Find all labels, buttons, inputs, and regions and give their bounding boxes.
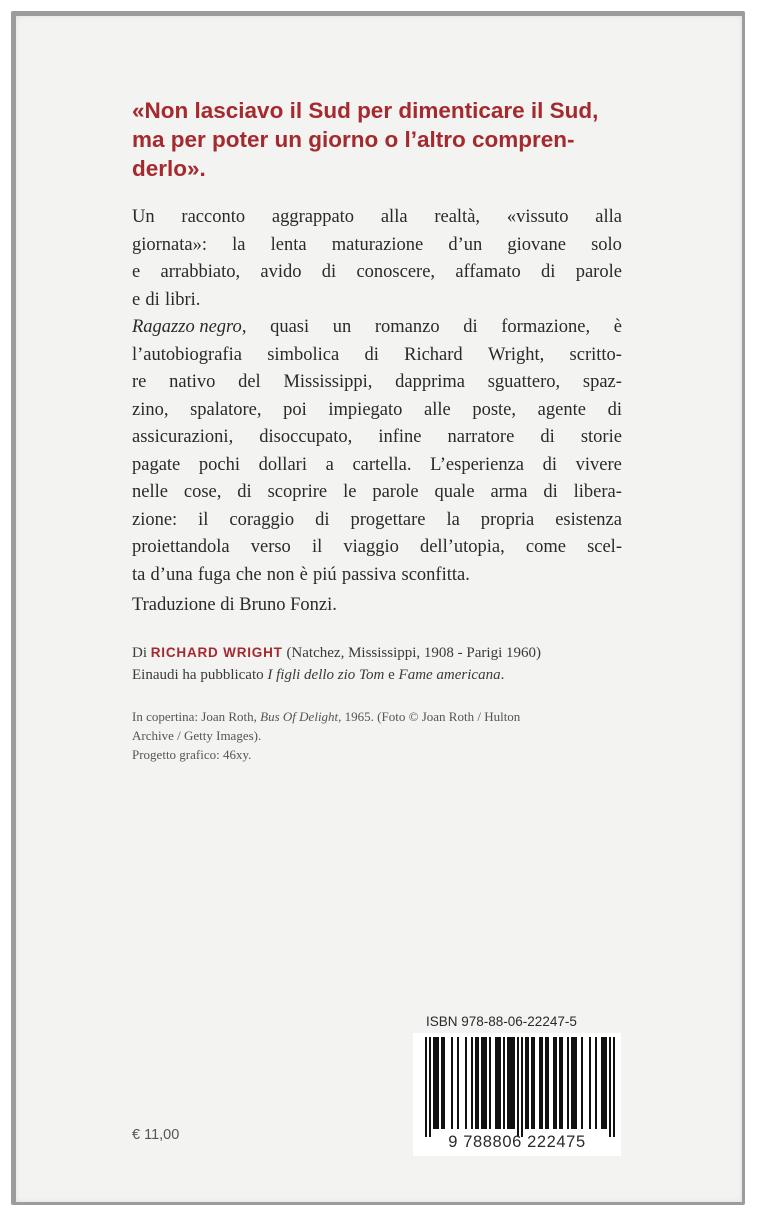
word: poi xyxy=(283,399,307,420)
barcode-bar xyxy=(477,1037,479,1129)
blurb-line xyxy=(132,369,622,397)
barcode-bar xyxy=(573,1037,575,1129)
period-text: . xyxy=(500,666,505,683)
publisher-text: Einaudi ha pubblicato xyxy=(132,666,264,683)
credits-line xyxy=(132,707,520,726)
barcode-bar xyxy=(539,1037,541,1129)
barcode-bar xyxy=(525,1037,527,1129)
barcode-bar xyxy=(435,1037,437,1129)
barcode-bar xyxy=(517,1037,519,1137)
word: l’autobiografia xyxy=(132,344,242,365)
word: di xyxy=(543,482,558,502)
word: spalatore, xyxy=(190,399,262,420)
barcode-bar xyxy=(553,1037,555,1129)
word: arma xyxy=(490,482,528,502)
word: zino, xyxy=(132,399,169,420)
barcode-bar xyxy=(601,1037,603,1129)
word: re xyxy=(132,372,147,392)
word: proiettandola xyxy=(132,537,230,557)
word: è xyxy=(613,317,622,337)
word: lenta xyxy=(270,234,307,255)
word: propria xyxy=(480,509,535,530)
word: come xyxy=(525,537,566,557)
barcode-bar xyxy=(609,1037,611,1137)
word: impiegato xyxy=(328,399,403,420)
word: storie xyxy=(580,427,622,447)
author-prefix: Di xyxy=(132,645,147,661)
word: libri. xyxy=(164,289,201,310)
blurb-line xyxy=(132,534,622,562)
word: giornata»: xyxy=(132,234,208,255)
barcode-bar xyxy=(575,1037,577,1129)
connector-text: e xyxy=(388,666,395,683)
word: viaggio xyxy=(343,537,399,557)
blurb-line xyxy=(132,562,622,590)
price: € 11,00 xyxy=(132,1127,180,1143)
barcode-bar xyxy=(503,1037,505,1129)
barcode-bar xyxy=(495,1037,497,1129)
word: coraggio xyxy=(229,509,295,530)
barcode-bar xyxy=(429,1037,431,1137)
blurb-line xyxy=(132,507,622,535)
word: «vissuto xyxy=(506,207,569,227)
word: scoprire xyxy=(267,482,328,502)
word: che xyxy=(235,564,262,585)
word: scritto- xyxy=(569,344,622,365)
word: le xyxy=(343,482,357,502)
barcode-bar xyxy=(451,1037,453,1129)
cover-credits xyxy=(132,707,520,764)
blurb-line xyxy=(132,342,622,370)
translator-credit: Traduzione di Bruno Fonzi. xyxy=(132,595,337,615)
barcode-bar xyxy=(545,1037,547,1129)
word: parole xyxy=(372,482,419,502)
barcode-bar xyxy=(499,1037,501,1129)
word: il xyxy=(311,537,323,557)
barcode-bar xyxy=(613,1037,615,1137)
credits-text: In copertina: Joan Roth, xyxy=(132,709,257,724)
word: parole xyxy=(575,262,622,282)
barcode-bar xyxy=(497,1037,499,1129)
word: conoscere, xyxy=(356,262,436,282)
barcode-bar xyxy=(541,1037,543,1129)
barcode-bar xyxy=(527,1037,529,1129)
word: realtà, xyxy=(434,207,481,227)
barcode-bar xyxy=(555,1037,557,1129)
barcode-bar xyxy=(475,1037,477,1129)
word: a xyxy=(325,454,334,475)
word: alla xyxy=(595,207,622,227)
credits-line: Archive / Getty Images). xyxy=(132,728,262,743)
word: il xyxy=(198,509,209,530)
word: d’una xyxy=(150,564,193,585)
word: del xyxy=(238,372,261,392)
word: di xyxy=(145,289,160,310)
word: assicurazioni, xyxy=(132,427,234,447)
barcode-bar xyxy=(457,1037,459,1129)
word: di xyxy=(540,427,555,447)
word: dollari xyxy=(258,454,307,475)
blurb-line xyxy=(132,232,622,260)
word: libera- xyxy=(573,482,622,502)
barcode-bar xyxy=(547,1037,549,1129)
book-title: Fame americana xyxy=(398,666,501,683)
word: Richard xyxy=(404,344,463,365)
word: arrabbiato, xyxy=(160,262,241,282)
word: di xyxy=(237,482,252,502)
blurb-line xyxy=(132,397,622,425)
book-title: Ragazzo negro xyxy=(132,317,242,337)
blurb-line xyxy=(132,314,622,342)
isbn-label: ISBN 978-88-06-22247-5 xyxy=(426,1014,577,1029)
barcode-bar xyxy=(513,1037,515,1129)
word: un xyxy=(332,317,352,337)
word: cartella. xyxy=(352,454,412,475)
word: dell’utopia, xyxy=(419,537,505,557)
word: racconto xyxy=(181,207,246,227)
blurb-line xyxy=(132,204,622,232)
barcode-bar xyxy=(485,1037,487,1129)
barcode-bar xyxy=(603,1037,605,1129)
word: formazione, xyxy=(501,317,591,337)
word: aggrappato xyxy=(271,207,355,227)
back-cover xyxy=(16,16,742,1202)
pull-quote xyxy=(132,96,672,183)
barcode-bar xyxy=(509,1037,511,1129)
word: non xyxy=(266,564,295,585)
word: agente xyxy=(537,399,586,420)
barcode-bar xyxy=(561,1037,563,1129)
barcode-bar xyxy=(521,1037,523,1137)
quote-line: derlo». xyxy=(132,156,206,181)
word: poste, xyxy=(472,399,517,420)
barcode-bar xyxy=(589,1037,591,1129)
barcode-bar xyxy=(507,1037,509,1129)
barcode-bar xyxy=(533,1037,535,1129)
barcode-bar xyxy=(483,1037,485,1129)
word: affamato xyxy=(455,262,521,282)
book-title: I figli dello zio Tom xyxy=(267,666,385,683)
word: ta xyxy=(132,564,146,585)
word: nelle xyxy=(132,482,168,502)
word: vivere xyxy=(575,454,622,475)
word: scel- xyxy=(587,537,622,557)
barcode-bar xyxy=(559,1037,561,1129)
barcode-bar xyxy=(465,1037,467,1129)
author-note xyxy=(132,642,541,686)
word: dapprima xyxy=(395,372,465,392)
word: di xyxy=(541,262,556,282)
barcode-bar xyxy=(581,1037,583,1129)
barcode-bar xyxy=(571,1037,573,1129)
word: zione: xyxy=(132,509,178,530)
barcode-bar xyxy=(567,1037,569,1129)
word: cose, xyxy=(183,482,222,502)
word: Mississippi, xyxy=(283,372,373,392)
word: avido xyxy=(260,262,302,282)
word: alle xyxy=(424,399,451,420)
word: la xyxy=(232,234,246,255)
word: maturazione xyxy=(331,234,424,255)
word: e xyxy=(132,289,141,310)
word: sconfitta. xyxy=(401,564,470,585)
word: di xyxy=(321,262,337,282)
barcode-bar xyxy=(471,1037,473,1129)
blurb-text xyxy=(132,204,622,589)
word: di xyxy=(463,317,478,337)
author-name: RICHARD WRIGHT xyxy=(150,645,283,660)
word: pochi xyxy=(198,454,241,475)
word: infine xyxy=(378,427,422,447)
barcode-bar xyxy=(511,1037,513,1129)
barcode-digits: 9 788806 222475 xyxy=(448,1133,586,1151)
word: solo xyxy=(591,234,622,255)
barcode-bar xyxy=(595,1037,597,1129)
barcode-bar xyxy=(531,1037,533,1129)
word: esistenza xyxy=(555,509,622,530)
word: di xyxy=(315,509,330,530)
barcode-bar xyxy=(443,1037,445,1129)
barcode-bar xyxy=(481,1037,483,1129)
word: fuga xyxy=(197,564,231,585)
word: è xyxy=(299,564,308,585)
barcode-bar xyxy=(441,1037,443,1129)
blurb-line xyxy=(132,287,622,315)
word: spaz- xyxy=(582,372,622,392)
word: Ragazzo negro, xyxy=(132,317,247,337)
word: alla xyxy=(380,207,408,227)
word: sguattero, xyxy=(487,372,561,392)
author-note-line xyxy=(132,665,541,687)
word: quasi xyxy=(270,317,310,337)
word: di xyxy=(607,399,622,420)
credits-text: , 1965. (Foto © Joan Roth / Hulton xyxy=(338,709,521,724)
barcode xyxy=(413,1033,621,1156)
word: la xyxy=(446,509,460,530)
word: giovane xyxy=(507,234,566,255)
word: Un xyxy=(132,207,155,227)
word: disoccupato, xyxy=(259,427,353,447)
word: e xyxy=(132,262,141,282)
barcode-bar xyxy=(425,1037,427,1137)
barcode-bar xyxy=(605,1037,607,1129)
blurb-line xyxy=(132,452,622,480)
author-details: (Natchez, Mississippi, 1908 - Parigi 1960) xyxy=(286,645,541,661)
word: d’un xyxy=(448,234,483,255)
word: narratore xyxy=(447,427,515,447)
quote-line: ma per poter un giorno o l’altro compren- xyxy=(132,127,575,152)
artwork-title: Bus Of Delight xyxy=(260,709,339,724)
word: di xyxy=(364,344,379,365)
word: nativo xyxy=(169,372,216,392)
word: progettare xyxy=(350,509,426,530)
word: quale xyxy=(434,482,475,502)
design-credit: Progetto grafico: 46xy. xyxy=(132,747,252,762)
word: passiva xyxy=(341,564,397,585)
word: simbolica xyxy=(267,344,340,365)
word: romanzo xyxy=(374,317,440,337)
barcode-bar xyxy=(433,1037,435,1129)
word: L’esperienza xyxy=(430,454,524,475)
word: Wright, xyxy=(487,344,545,365)
blurb-line xyxy=(132,424,622,452)
author-note-line xyxy=(132,642,541,665)
word: pagate xyxy=(132,454,181,475)
word: verso xyxy=(250,537,291,557)
quote-line: «Non lasciavo il Sud per dimenticare il Sud, xyxy=(132,98,599,123)
barcode-bar xyxy=(489,1037,491,1129)
barcode-bar xyxy=(437,1037,439,1129)
blurb-line xyxy=(132,259,622,287)
word: piú xyxy=(313,564,337,585)
word: di xyxy=(542,454,558,475)
blurb-line xyxy=(132,479,622,507)
